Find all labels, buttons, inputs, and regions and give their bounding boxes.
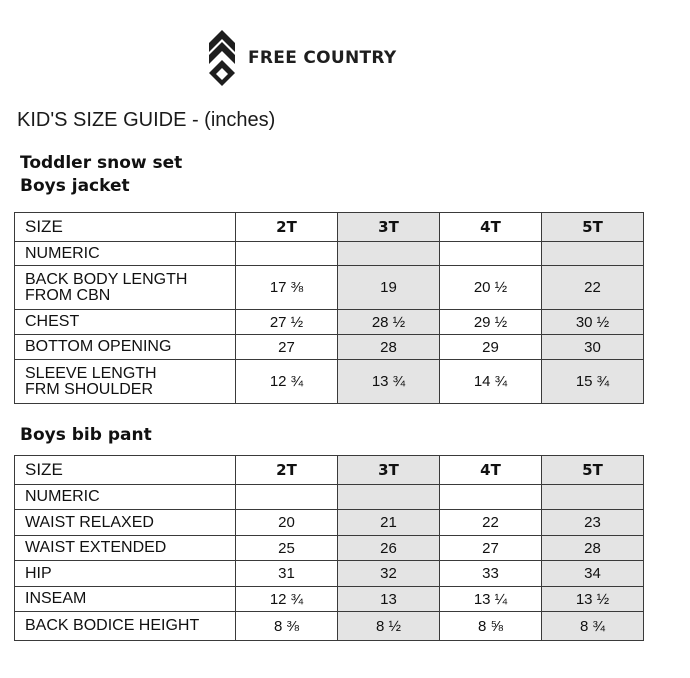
row-label: WAIST EXTENDED	[15, 536, 236, 561]
table-cell: 8 ⅝	[440, 612, 542, 641]
size-column-header-2t: 2T	[236, 213, 338, 242]
table-cell: 19	[338, 266, 440, 310]
table-row	[15, 266, 644, 310]
table-cell: 13	[338, 587, 440, 612]
boys-jacket-size-table	[14, 212, 644, 404]
row-label: BACK BODY LENGTH FROM CBN	[15, 266, 236, 310]
row-label: CHEST	[15, 310, 236, 335]
size-column-header-5t: 5T	[542, 456, 644, 485]
row-label: NUMERIC	[15, 242, 236, 266]
row-label: SLEEVE LENGTH FRM SHOULDER	[15, 360, 236, 404]
table-cell: 20	[236, 510, 338, 536]
size-column-header-5t: 5T	[542, 213, 644, 242]
table-cell	[542, 485, 644, 510]
table-row	[15, 360, 644, 404]
table-cell: 13 ½	[542, 587, 644, 612]
section-heading-1	[20, 152, 182, 198]
row-label: NUMERIC	[15, 485, 236, 510]
table-cell: 13 ¾	[338, 360, 440, 404]
table-row	[15, 335, 644, 360]
table-cell: 26	[338, 536, 440, 561]
table-cell: 29	[440, 335, 542, 360]
size-column-header-3t: 3T	[338, 456, 440, 485]
row-label: BACK BODICE HEIGHT	[15, 612, 236, 641]
table-cell: 17 ⅜	[236, 266, 338, 310]
size-column-header-2t: 2T	[236, 456, 338, 485]
table-cell: 8 ½	[338, 612, 440, 641]
table-cell: 28	[542, 536, 644, 561]
table-cell: 29 ½	[440, 310, 542, 335]
table-cell: 30 ½	[542, 310, 644, 335]
table-cell: 22	[440, 510, 542, 536]
table-cell: 8 ⅜	[236, 612, 338, 641]
table-cell: 28 ½	[338, 310, 440, 335]
table-cell	[236, 242, 338, 266]
table-row	[15, 561, 644, 587]
brand-logo	[208, 28, 396, 88]
table-cell	[338, 242, 440, 266]
table-cell: 13 ¼	[440, 587, 542, 612]
table-cell: 21	[338, 510, 440, 536]
table-row	[15, 310, 644, 335]
row-label: WAIST RELAXED	[15, 510, 236, 536]
table-cell: 23	[542, 510, 644, 536]
table-header-row	[15, 213, 644, 242]
table-cell: 27	[236, 335, 338, 360]
boys-bib-pant-size-table	[14, 455, 644, 641]
section-heading-2	[20, 424, 152, 447]
table-cell: 25	[236, 536, 338, 561]
size-column-header-4t: 4T	[440, 456, 542, 485]
row-label: INSEAM	[15, 587, 236, 612]
table-cell	[338, 485, 440, 510]
brand-name: FREE COUNTRY	[248, 48, 397, 68]
size-header-cell: SIZE	[15, 213, 236, 242]
table-row	[15, 510, 644, 536]
table-cell: 28	[338, 335, 440, 360]
table-cell	[542, 242, 644, 266]
heading-boys-jacket: Boys jacket	[20, 176, 130, 196]
table-cell: 31	[236, 561, 338, 587]
table-row	[15, 612, 644, 641]
heading-toddler-snow-set: Toddler snow set	[20, 153, 183, 173]
table-row	[15, 485, 644, 510]
table-cell: 15 ¾	[542, 360, 644, 404]
table-cell	[440, 485, 542, 510]
table-cell: 22	[542, 266, 644, 310]
table-cell: 20 ½	[440, 266, 542, 310]
page-title: KID'S SIZE GUIDE - (inches)	[17, 109, 276, 131]
table-cell: 27 ½	[236, 310, 338, 335]
table-row	[15, 536, 644, 561]
chevron-stack-logo-icon	[208, 28, 236, 88]
table-cell	[236, 485, 338, 510]
table-cell	[440, 242, 542, 266]
table-cell: 32	[338, 561, 440, 587]
table-row	[15, 242, 644, 266]
size-column-header-3t: 3T	[338, 213, 440, 242]
table-cell: 34	[542, 561, 644, 587]
table-cell: 8 ¾	[542, 612, 644, 641]
size-header-cell: SIZE	[15, 456, 236, 485]
table-cell: 30	[542, 335, 644, 360]
table-cell: 12 ¾	[236, 360, 338, 404]
table-cell: 14 ¾	[440, 360, 542, 404]
row-label: HIP	[15, 561, 236, 587]
table-cell: 33	[440, 561, 542, 587]
table-row	[15, 587, 644, 612]
heading-boys-bib-pant: Boys bib pant	[20, 425, 152, 445]
table-cell: 12 ¾	[236, 587, 338, 612]
size-column-header-4t: 4T	[440, 213, 542, 242]
table-cell: 27	[440, 536, 542, 561]
table-header-row	[15, 456, 644, 485]
row-label: BOTTOM OPENING	[15, 335, 236, 360]
